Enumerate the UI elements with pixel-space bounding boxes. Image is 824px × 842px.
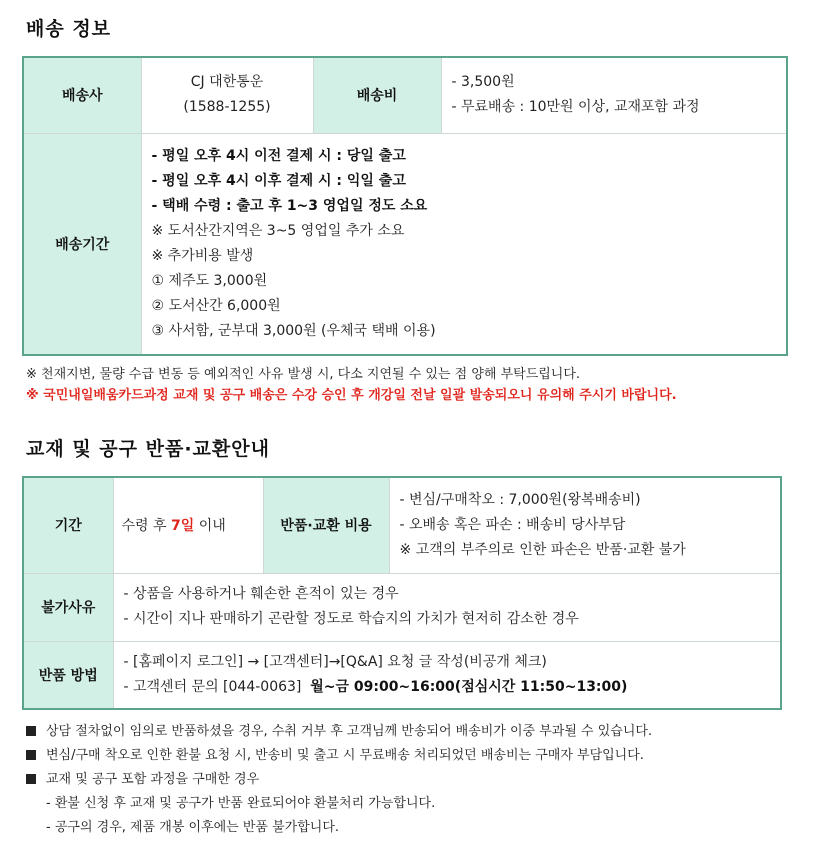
return-fee-cell <box>389 477 781 573</box>
return-method-label: 반품 방법 <box>23 641 113 709</box>
return-period-cell <box>113 477 263 573</box>
shipping-fee-line: - 무료배송 : 10만원 이상, 교재포함 과정 <box>451 99 700 116</box>
period-note-line: ② 도서산간 6,000원 <box>151 297 281 314</box>
return-method-line: - [홈페이지 로그인] → [고객센터]→[Q&A] 요청 글 작성(비공개 체크) <box>123 653 547 670</box>
return-policy-list <box>26 720 652 840</box>
period-note-line: ① 제주도 3,000원 <box>151 272 268 289</box>
period-note-line: ③ 사서함, 군부대 3,000원 (우체국 택배 이용) <box>151 322 436 339</box>
return-method-cell <box>113 641 781 709</box>
policy-item <box>26 744 652 768</box>
shipping-section-title: 배송 정보 <box>26 18 112 40</box>
period-rule-line: - 평일 오후 4시 이후 결제 시 : 익일 출고 <box>151 172 406 189</box>
return-period-suffix: 이내 <box>194 518 226 535</box>
square-bullet-icon <box>26 750 36 760</box>
policy-item-text: 상담 절차없이 임의로 반품하셨을 경우, 수취 거부 후 고객님께 반송되어 배송비가 이중 부과될 수 있습니다. <box>46 724 653 739</box>
return-fee-line: ※ 고객의 부주의로 인한 파손은 반품·교환 불가 <box>399 541 686 558</box>
period-note-line: ※ 도서산간지역은 3~5 영업일 추가 소요 <box>151 222 405 239</box>
shipping-fee-line: - 3,500원 <box>451 74 515 91</box>
delivery-period-label: 배송기간 <box>23 133 141 355</box>
return-reason-label: 불가사유 <box>23 573 113 641</box>
return-reason-cell <box>113 573 781 641</box>
policy-item <box>26 720 652 744</box>
delay-note: ※ 천재지변, 물량 수급 변동 등 예외적인 사유 발생 시, 다소 지연될 수 있는 점 양해 부탁드립니다. <box>26 367 581 382</box>
returns-section-title: 교재 및 공구 반품·교환안내 <box>26 438 270 460</box>
return-fee-label: 반품·교환 비용 <box>263 477 389 573</box>
return-period-days: 7일 <box>170 518 195 535</box>
return-reason-line: - 상품을 사용하거나 훼손한 흔적이 있는 경우 <box>123 586 399 602</box>
card-course-notice: ※ 국민내일배움카드과정 교재 및 공구 배송은 수강 승인 후 개강일 전날 일괄 발송되오니 유의해 주시기 바랍니다. <box>26 388 677 403</box>
shipping-notes <box>26 364 677 406</box>
cs-contact-text: - 고객센터 문의 [044-0063] <box>123 678 311 695</box>
period-rule-line: - 택배 수령 : 출고 후 1~3 영업일 정도 소요 <box>151 197 428 214</box>
return-period-label: 기간 <box>23 477 113 573</box>
carrier-cell <box>141 57 313 133</box>
carrier-name: CJ 대한통운 <box>190 74 264 91</box>
shipping-info-table <box>22 56 788 356</box>
square-bullet-icon <box>26 726 36 736</box>
return-period-prefix: 수령 후 <box>121 518 171 535</box>
carrier-phone: (1588-1255) <box>183 99 271 116</box>
policy-item <box>26 768 652 792</box>
return-method-line <box>124 675 771 700</box>
carrier-label: 배송사 <box>23 57 141 133</box>
return-fee-line: - 오배송 혹은 파손 : 배송비 당사부담 <box>399 516 626 533</box>
policy-subitem: - 공구의 경우, 제품 개봉 이후에는 반품 불가합니다. <box>46 820 340 835</box>
cs-hours-text: 월~금 09:00~16:00(점심시간 11:50~13:00) <box>310 678 628 695</box>
return-fee-line: - 변심/구매착오 : 7,000원(왕복배송비) <box>399 491 641 508</box>
returns-info-table <box>22 476 782 710</box>
square-bullet-icon <box>26 774 36 784</box>
shipping-fee-label: 배송비 <box>313 57 441 133</box>
period-rule-line: - 평일 오후 4시 이전 결제 시 : 당일 출고 <box>151 147 406 164</box>
period-note-line: ※ 추가비용 발생 <box>151 247 254 264</box>
policy-item-text: 변심/구매 착오로 인한 환불 요청 시, 반송비 및 출고 시 무료배송 처리되었던 배송비는 구매자 부담입니다. <box>46 748 644 763</box>
policy-subitem: - 환불 신청 후 교재 및 공구가 반품 완료되어야 환불처리 가능합니다. <box>46 796 436 811</box>
delivery-period-cell <box>141 133 787 355</box>
return-reason-line: - 시간이 지나 판매하기 곤란할 정도로 학습지의 가치가 현저히 감소한 경우 <box>123 611 579 627</box>
policy-item-text: 교재 및 공구 포함 과정을 구매한 경우 <box>46 772 260 787</box>
shipping-fee-cell <box>441 57 787 133</box>
